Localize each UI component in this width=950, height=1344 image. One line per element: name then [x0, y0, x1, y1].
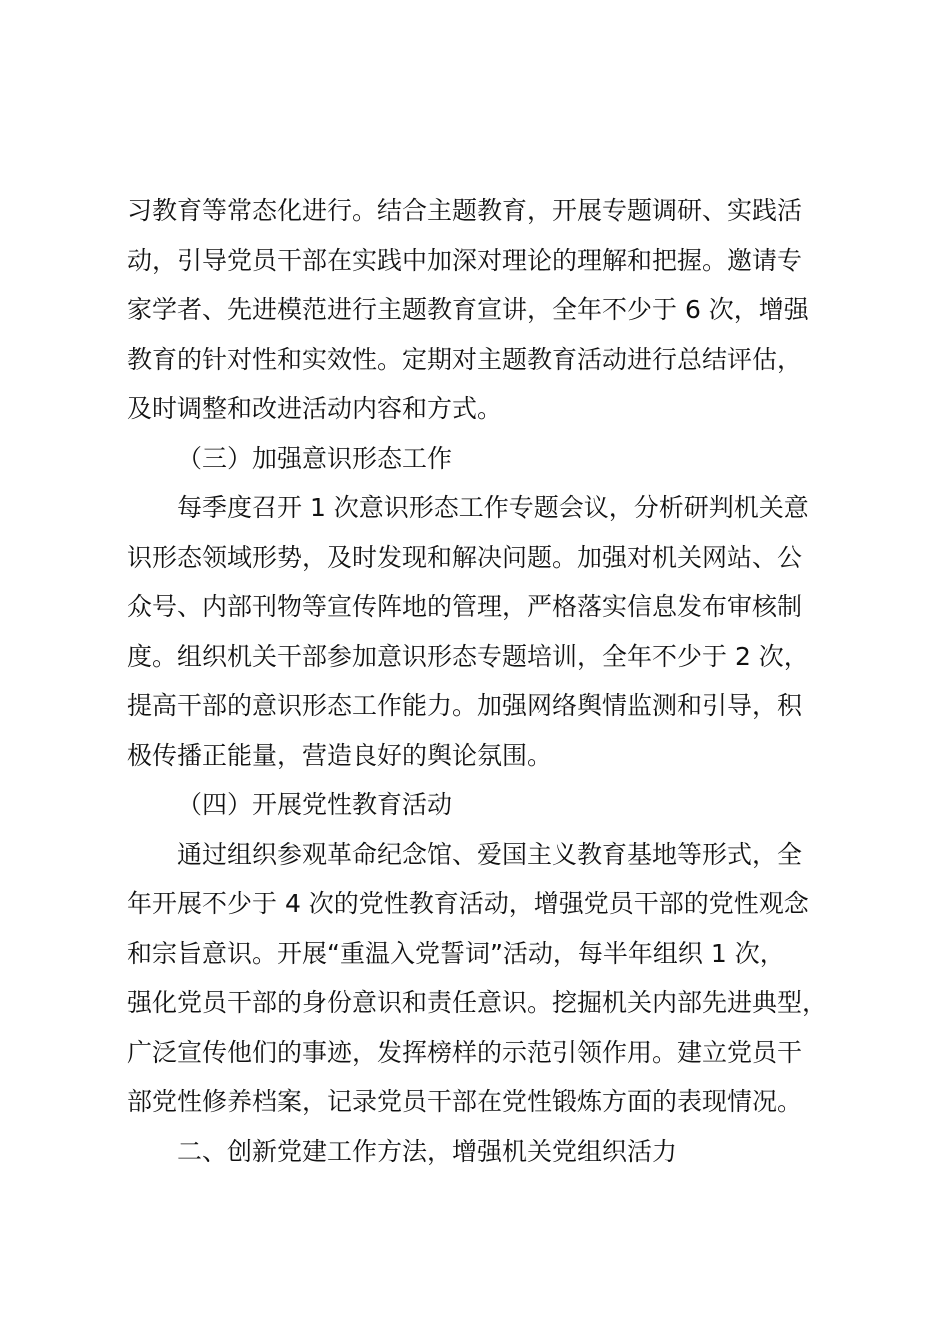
chapter-heading-2: 二、创新党建工作方法，增强机关党组织活力 — [177, 1136, 678, 1166]
section-heading-3: （三）加强意识形态工作 — [177, 443, 453, 473]
paragraph-line: 习教育等常态化进行。结合主题教育，开展专题调研、实践活 — [127, 196, 803, 225]
paragraph-line: 提高干部的意识形态工作能力。加强网络舆情监测和引导，积 — [127, 691, 803, 720]
paragraph-line: 每季度召开 1 次意识形态工作专题会议，分析研判机关意 — [177, 493, 809, 522]
paragraph-line: 动，引导党员干部在实践中加深对理论的理解和把握。邀请专 — [127, 245, 803, 275]
paragraph-line: 度。组织机关干部参加意识形态专题培训，全年不少于 2 次， — [127, 641, 809, 671]
paragraph-line: 众号、内部刊物等宣传阵地的管理，严格落实信息发布审核制 — [127, 592, 803, 621]
section-heading-4: （四）开展党性教育活动 — [177, 790, 453, 819]
paragraph-line: 及时调整和改进活动内容和方式。 — [127, 394, 503, 423]
paragraph-line: 部党性修养档案，记录党员干部在党性锻炼方面的表现情况。 — [127, 1087, 803, 1116]
paragraph-line: 和宗旨意识。开展“重温入党誓词”活动，每半年组织 1 次， — [127, 938, 785, 968]
paragraph-line: 通过组织参观革命纪念馆、爱国主义教育基地等形式，全 — [177, 839, 803, 869]
paragraph-line: 年开展不少于 4 次的党性教育活动，增强党员干部的党性观念 — [127, 889, 809, 918]
paragraph-line: 家学者、先进模范进行主题教育宣讲，全年不少于 6 次，增强 — [127, 295, 809, 324]
document-body — [127, 186, 847, 1176]
paragraph-line: 教育的针对性和实效性。定期对主题教育活动进行总结评估， — [127, 344, 803, 374]
paragraph-line: 识形态领域形势，及时发现和解决问题。加强对机关网站、公 — [127, 542, 803, 572]
paragraph-line: 强化党员干部的身份意识和责任意识。挖掘机关内部先进典型， — [127, 988, 828, 1017]
paragraph-line: 广泛宣传他们的事迹，发挥榜样的示范引领作用。建立党员干 — [127, 1037, 803, 1067]
paragraph-line: 极传播正能量，营造良好的舆论氛围。 — [127, 740, 553, 770]
